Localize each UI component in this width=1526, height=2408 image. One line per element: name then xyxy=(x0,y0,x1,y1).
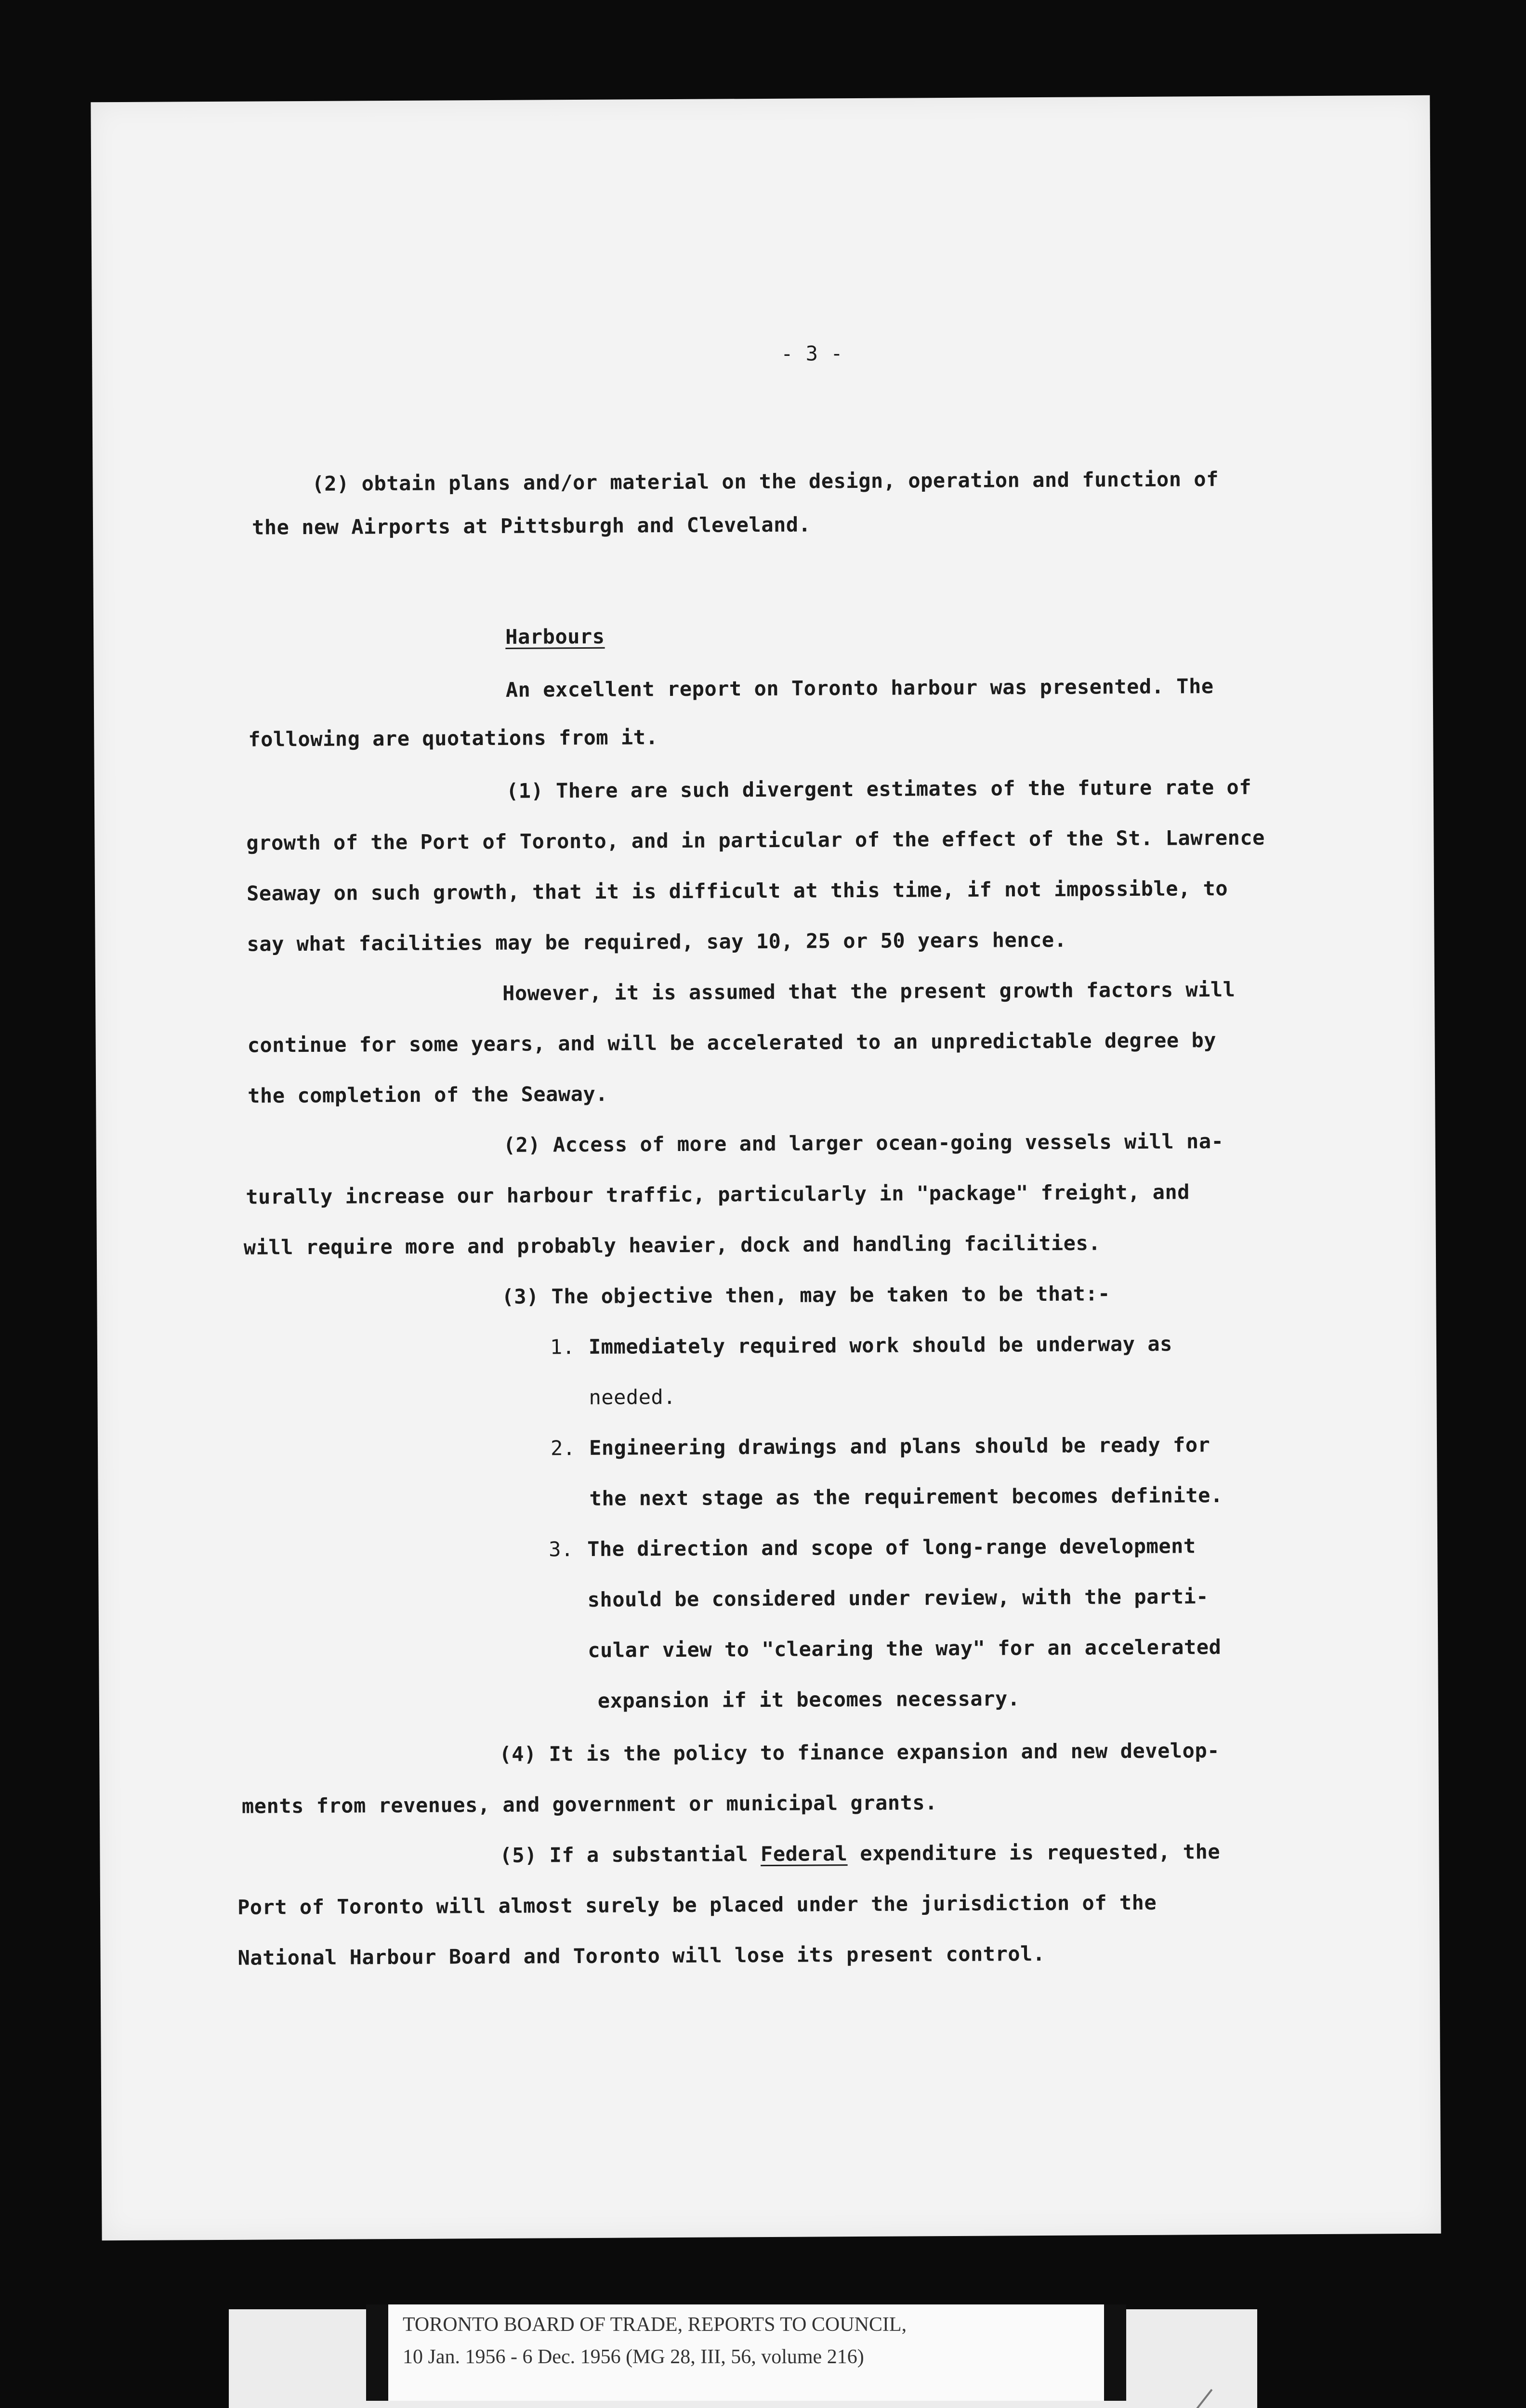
list-item-number: 2. xyxy=(550,1436,576,1460)
list-item-line: Engineering drawings and plans should be ready for xyxy=(589,1433,1210,1460)
list-item-number: 1. xyxy=(550,1335,575,1359)
quotation-line: say what facilities may be required, say 10, 25 or 50 years hence. xyxy=(247,928,1067,956)
paragraph-line: following are quotations from it. xyxy=(248,725,658,751)
list-item-line: the next stage as the requirement becomes definite. xyxy=(589,1483,1223,1510)
quotation-line: Port of Toronto will almost surely be placed under the jurisdiction of the xyxy=(237,1890,1157,1919)
quotation-line: growth of the Port of Toronto, and in particular of the effect of the St. Lawrence xyxy=(246,825,1265,855)
list-item-line: should be considered under review, with the parti- xyxy=(587,1584,1209,1611)
quotation-line: ments from revenues, and government or municipal grants. xyxy=(241,1791,938,1818)
quotation-line: will require more and probably heavier, dock and handling facilities. xyxy=(243,1231,1101,1259)
archive-reference-card xyxy=(229,2309,1257,2408)
quotation-text: expenditure is requested, the xyxy=(847,1840,1221,1866)
quotation-line: (1) There are such divergent estimates of the future rate of xyxy=(506,775,1252,803)
list-item-line: The direction and scope of long-range development xyxy=(587,1534,1196,1561)
quotation-line: continue for some years, and will be accelerated to an unpredictable degree by xyxy=(247,1028,1217,1057)
quotation-line: turally increase our harbour traffic, particularly in "package" freight, and xyxy=(246,1180,1190,1209)
list-item-line: Immediately required work should be underway as xyxy=(588,1332,1173,1359)
quotation-line: Seaway on such growth, that it is difficult at this time, if not impossible, to xyxy=(246,876,1228,905)
quotation-line: National Harbour Board and Toronto will lose its present control. xyxy=(237,1941,1045,1970)
quotation-line: However, it is assumed that the present growth factors will xyxy=(502,977,1236,1005)
archive-label xyxy=(366,2304,1126,2401)
quotation-line: the completion of the Seaway. xyxy=(248,1082,608,1108)
quotation-line: (4) It is the policy to finance expansion and new develop- xyxy=(499,1739,1220,1766)
list-item-line: cular view to "clearing the way" for an accelerated xyxy=(588,1635,1222,1662)
list-item-number: 3. xyxy=(549,1537,574,1561)
list-item-line: expansion if it becomes necessary. xyxy=(597,1687,1020,1713)
archive-label-line: 10 Jan. 1956 - 6 Dec. 1956 (MG 28, III, 56, volume 216) xyxy=(403,2346,864,2368)
paragraph-line: An excellent report on Toronto harbour was presented. The xyxy=(505,674,1214,702)
document-page xyxy=(91,95,1441,2240)
list-item-line: needed. xyxy=(589,1385,676,1409)
archive-label-line: TORONTO BOARD OF TRADE, REPORTS TO COUNCIL, xyxy=(403,2314,907,2336)
quotation-text: (5) If a substantial xyxy=(500,1842,761,1867)
paragraph-line: (2) obtain plans and/or material on the design, operation and function of xyxy=(312,467,1219,496)
page-number: - 3 - xyxy=(781,341,843,366)
section-heading-harbours: Harbours xyxy=(505,624,605,649)
paragraph-line: the new Airports at Pittsburgh and Cleveland. xyxy=(251,512,811,539)
quotation-line: (3) The objective then, may be taken to be that:- xyxy=(501,1282,1111,1309)
underlined-word-federal: Federal xyxy=(760,1842,848,1866)
quotation-line: (2) Access of more and larger ocean-going vessels will na- xyxy=(503,1129,1224,1157)
quotation-line xyxy=(500,1840,1220,1867)
